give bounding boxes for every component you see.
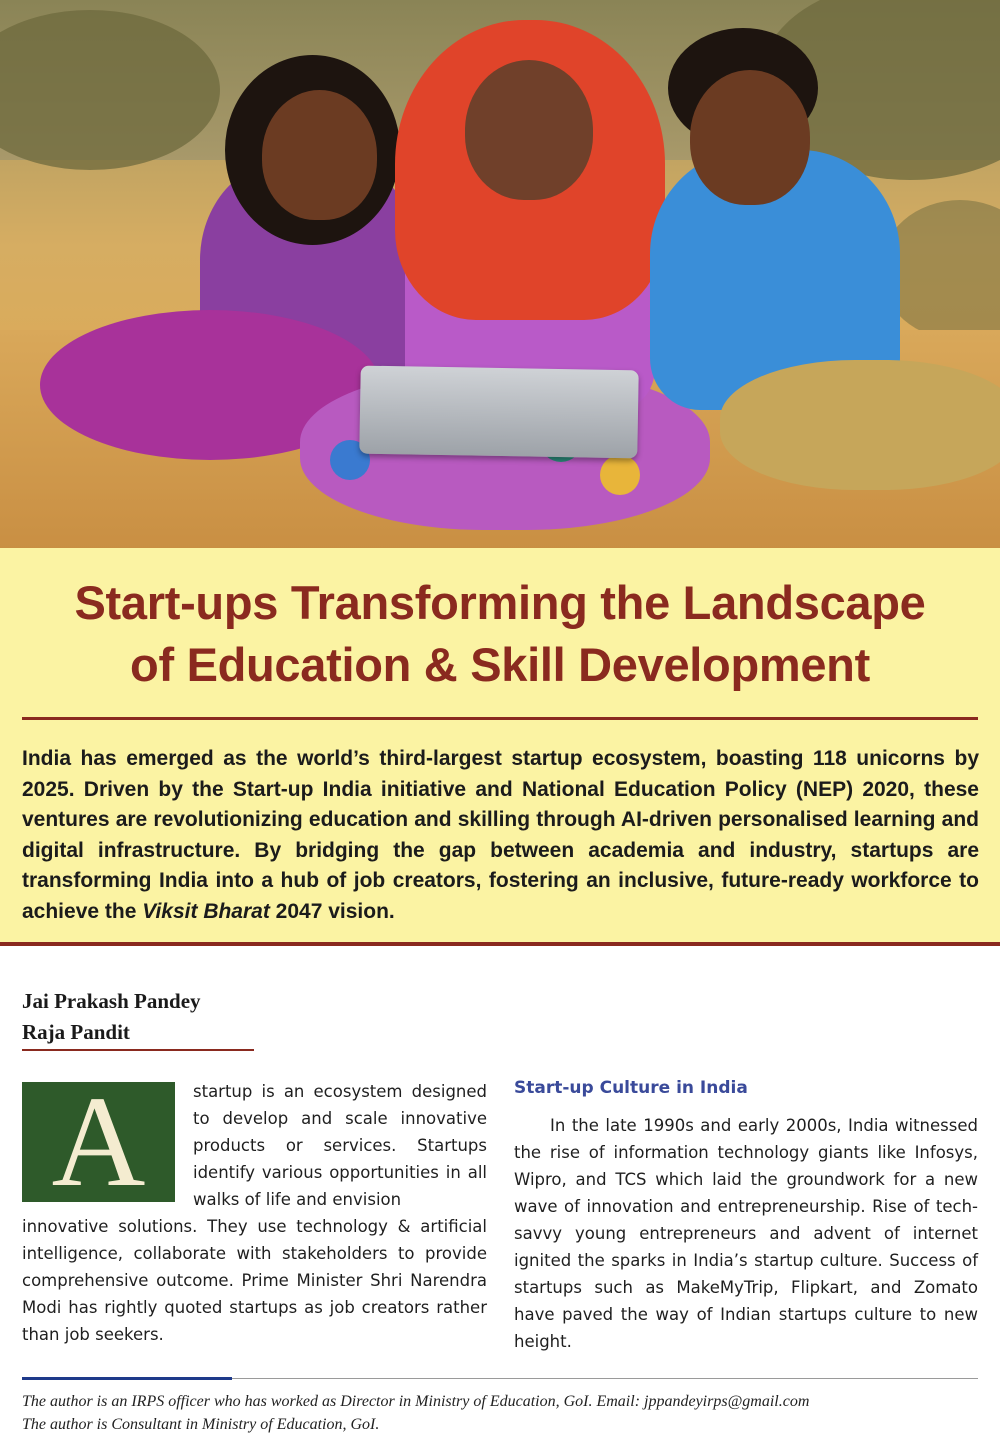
footnote-line: The author is an IRPS officer who has worked as Director in Ministry of Education, GoI. Email: jppandeyirps@gmail.com <box>22 1393 810 1410</box>
band-divider <box>0 942 1000 946</box>
body-paragraph-start: startup is an ecosystem designed to develop and scale innovative products or services. Startups identify various opportunities in all walks of life and envision <box>193 1082 487 1209</box>
laptop-image <box>359 366 638 459</box>
author-footnotes <box>22 1390 809 1436</box>
hero-photo <box>0 0 1000 548</box>
lead-italic: Viksit Bharat <box>142 899 270 923</box>
footnote-line: The author is Consultant in Ministry of Education, GoI. <box>22 1416 380 1433</box>
body-paragraph-continued: innovative solutions. They use technology & artificial intelligence, collaborate with stakeholders to provide comprehensive outcome. Prime Minister Shri Narendra Modi has rightly quoted startups as job creators rather than job seekers. <box>22 1217 487 1344</box>
title-divider <box>22 717 978 720</box>
lead-paragraph <box>22 744 979 927</box>
lead-text: India has emerged as the world’s third-largest startup ecosystem, boasting 118 unicorns by 2025. Driven by the Start-up India initiative and National Education Policy (NEP) 2020, these ventures are revolutionizing education and skilling through AI-driven personalised learning and digital infrastructure. By bridging the gap between academia and industry, startups are transforming India into a hub of job creators, fostering an inclusive, future-ready workforce to achieve the <box>22 747 979 923</box>
author-name: Raja Pandit <box>22 1020 130 1044</box>
author-block <box>22 986 201 1048</box>
author-divider <box>22 1049 254 1051</box>
title-line-2: of Education & Skill Development <box>130 638 870 691</box>
footnote-rule <box>232 1378 978 1379</box>
title-line-1: Start-ups Transforming the Landscape <box>74 576 926 629</box>
drop-cap: A <box>22 1082 175 1202</box>
footnote-rule-accent <box>22 1377 232 1380</box>
section-heading: Start-up Culture in India <box>514 1078 748 1098</box>
lead-text-end: 2047 vision. <box>269 899 395 923</box>
author-name: Jai Prakash Pandey <box>22 989 201 1013</box>
section-paragraph: In the late 1990s and early 2000s, India witnessed the rise of information technology giants like Infosys, Wipro, and TCS which laid the groundwork for a new wave of innovation and entrepreneurship. Rise of tech-savvy young entrepreneurs and advent of internet ignited the sparks in India’s startup culture. Success of startups such as MakeMyTrip, Flipkart, and Zomato have paved the way of Indian startups culture to new height. <box>514 1116 978 1351</box>
article-title <box>20 572 980 696</box>
